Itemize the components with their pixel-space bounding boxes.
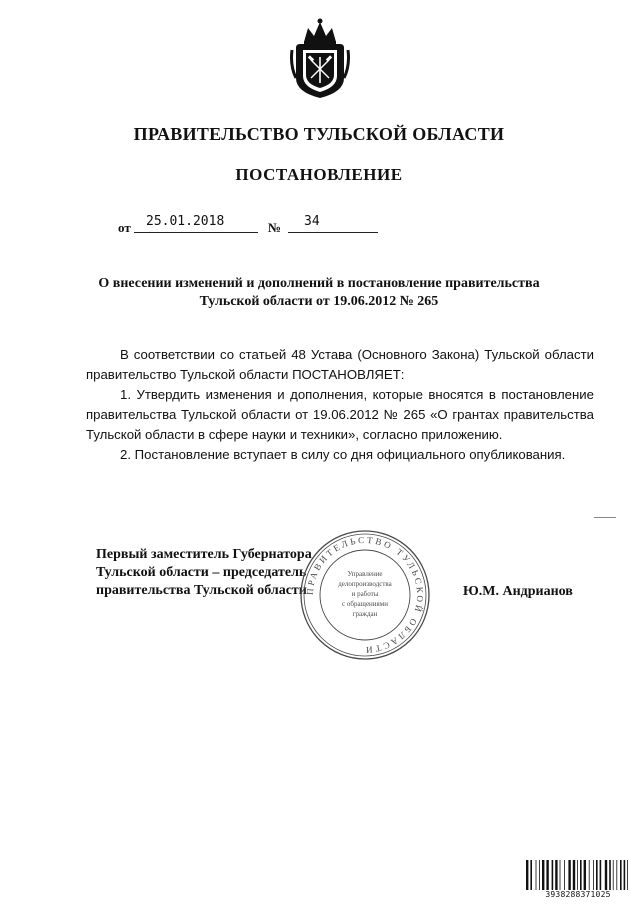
org-title: ПРАВИТЕЛЬСТВО ТУЛЬСКОЙ ОБЛАСТИ <box>133 124 505 144</box>
barcode-bar <box>589 860 590 890</box>
date-value: 25.01.2018 <box>146 214 225 229</box>
date-prefix: от <box>118 220 131 235</box>
subject-line: Тульской области от 19.06.2012 № 265 <box>199 294 439 309</box>
barcode-bar <box>560 860 561 890</box>
document-body <box>86 345 594 465</box>
seal-inner-line: Управление <box>347 570 383 578</box>
barcode-bar <box>546 860 548 890</box>
barcode-bar <box>536 860 537 890</box>
barcode-number: 3938288371025 <box>545 890 611 899</box>
doc-type-title: ПОСТАНОВЛЕНИЕ <box>235 165 403 184</box>
barcode-bar <box>593 860 594 890</box>
signer-position-line: правительства Тульской области <box>96 583 307 598</box>
barcode-bar <box>530 860 532 890</box>
barcode-icon <box>525 860 631 890</box>
barcode-bar <box>577 860 578 890</box>
barcode-bar <box>627 860 628 890</box>
barcode-bar <box>584 860 586 890</box>
barcode-bar <box>620 860 622 890</box>
barcode-bar <box>573 860 575 890</box>
barcode-bar <box>609 860 611 890</box>
date-underline <box>134 232 258 233</box>
number-underline <box>288 232 378 233</box>
barcode-bar <box>596 860 598 890</box>
seal-inner-line: делопроизводства <box>338 580 392 588</box>
barcode-bar <box>542 860 544 890</box>
barcode-bar <box>613 860 614 890</box>
date-number-line <box>118 214 388 236</box>
barcode-bar <box>616 860 617 890</box>
body-paragraph: 2. Постановление вступает в силу со дня официального опубликования. <box>120 447 566 462</box>
barcode-bar <box>580 860 582 890</box>
document-subject <box>60 275 578 311</box>
barcode-bar <box>624 860 626 890</box>
seal-inner-line: с обращениями <box>342 600 388 608</box>
barcode <box>525 860 631 902</box>
barcode-bar <box>564 860 565 890</box>
barcode-bar <box>605 860 607 890</box>
signer-position-line: Тульской области – председатель <box>96 565 307 580</box>
seal-inner-line: граждан <box>352 610 378 618</box>
body-paragraph: 1. Утвердить изменения и дополнения, которые вносятся в постановление правительства Тульской области от 19.06.2012 № 265 «О грантах правительства Тульской области в сфере науки и техники», согласно приложению. <box>86 387 594 442</box>
barcode-bar <box>555 860 557 890</box>
barcode-bar <box>539 860 540 890</box>
barcode-bar <box>600 860 602 890</box>
seal-inner-line: и работы <box>351 590 379 598</box>
seal-outer-text: ПРАВИТЕЛЬСТВО ТУЛЬСКОЙ ОБЛАСТИ <box>304 534 426 656</box>
official-seal-icon <box>298 528 432 662</box>
number-prefix: № <box>268 220 282 235</box>
number-value: 34 <box>304 214 320 229</box>
margin-mark <box>594 517 616 518</box>
barcode-bar <box>526 860 528 890</box>
barcode-bar <box>568 860 570 890</box>
coat-of-arms-icon <box>290 16 350 100</box>
body-paragraph: В соответствии со статьей 48 Устава (Основного Закона) Тульской области правительство Тульской области ПОСТАНОВЛЯЕТ: <box>86 347 594 382</box>
barcode-bar <box>552 860 554 890</box>
subject-line: О внесении изменений и дополнений в постановление правительства <box>98 276 540 291</box>
signer-position-line: Первый заместитель Губернатора <box>96 547 312 562</box>
signer-name: Ю.М. Андрианов <box>463 584 573 599</box>
